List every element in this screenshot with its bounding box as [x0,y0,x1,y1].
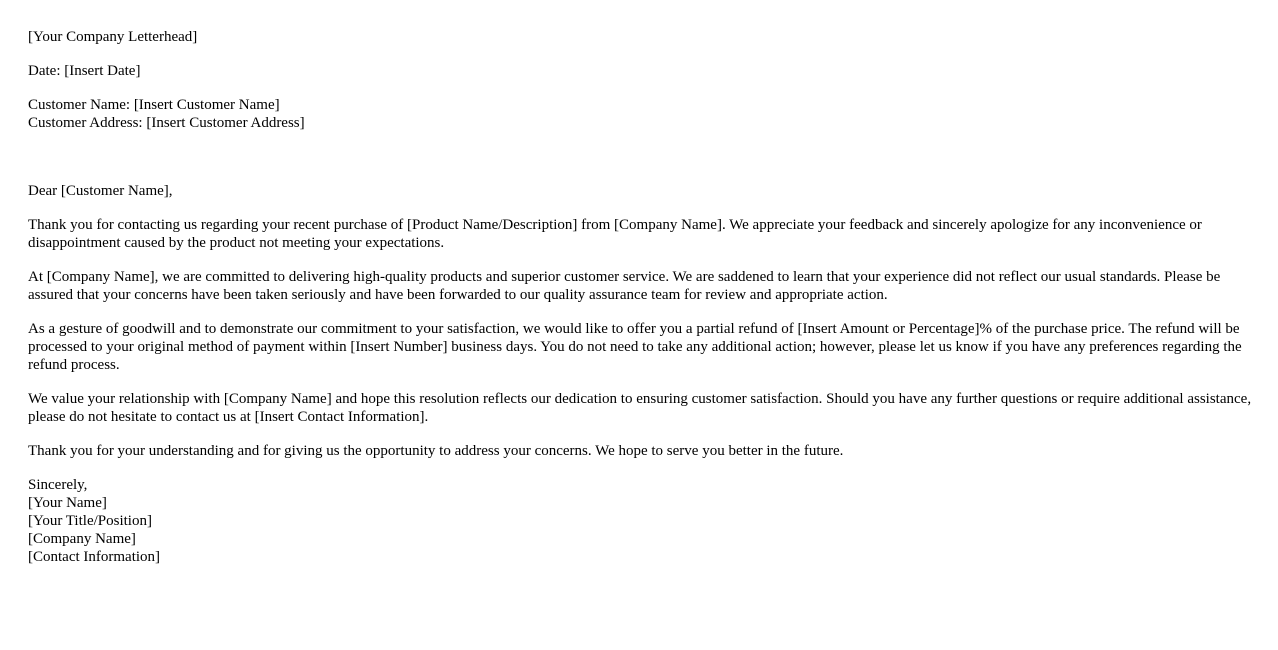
salutation-block [28,182,1258,200]
signature-title: [Your Title/Position] [28,513,152,529]
signature-company: [Company Name] [28,531,136,547]
body-paragraph-2: At [Company Name], we are committed to delivering high-quality products and superior customer service. We are saddened to learn that your experience did not reflect our usual standards. Please be assured that your concerns have been taken seriously and have been forwarded to our quality assurance team for review and appropriate action. [28,269,1221,303]
body-paragraph-5: Thank you for your understanding and for giving us the opportunity to address your concerns. We hope to serve you better in the future. [28,443,844,459]
salutation: Dear [Customer Name], [28,183,173,199]
body-paragraph-4: We value your relationship with [Company Name] and hope this resolution reflects our dedication to ensuring customer satisfaction. Should you have any further questions or require additional assistance, please do not hesitate to contact us at [Insert Contact Information]. [28,391,1252,425]
date-block [28,62,1258,80]
letterhead [28,28,1258,46]
customer-address-line: Customer Address: [Insert Customer Address] [28,115,305,131]
body-paragraph-1: Thank you for contacting us regarding your recent purchase of [Product Name/Description] from [Company Name]. We appreciate your feedback and sincerely apologize for any inconvenience or disappointment caused by the product not meeting your expectations. [28,217,1202,251]
signature-closing: Sincerely, [28,477,88,493]
signature-contact: [Contact Information] [28,549,161,565]
signature-block [28,476,1258,566]
customer-block [28,96,1258,132]
date-line: Date: [Insert Date] [28,63,141,79]
letter-document [28,28,1258,582]
customer-name-line: Customer Name: [Insert Customer Name] [28,97,280,113]
body-paragraph-3: As a gesture of goodwill and to demonstrate our commitment to your satisfaction, we would like to offer you a partial refund of [Insert Amount or Percentage]% of the purchase price. The refund will be processed to your original method of payment within [Insert Number] business days. You do not need to take any additional action; however, please let us know if you have any preferences regarding the refund process. [28,321,1242,373]
blank-spacer [28,148,1258,182]
letterhead-text: [Your Company Letterhead] [28,29,198,45]
signature-name: [Your Name] [28,495,107,511]
